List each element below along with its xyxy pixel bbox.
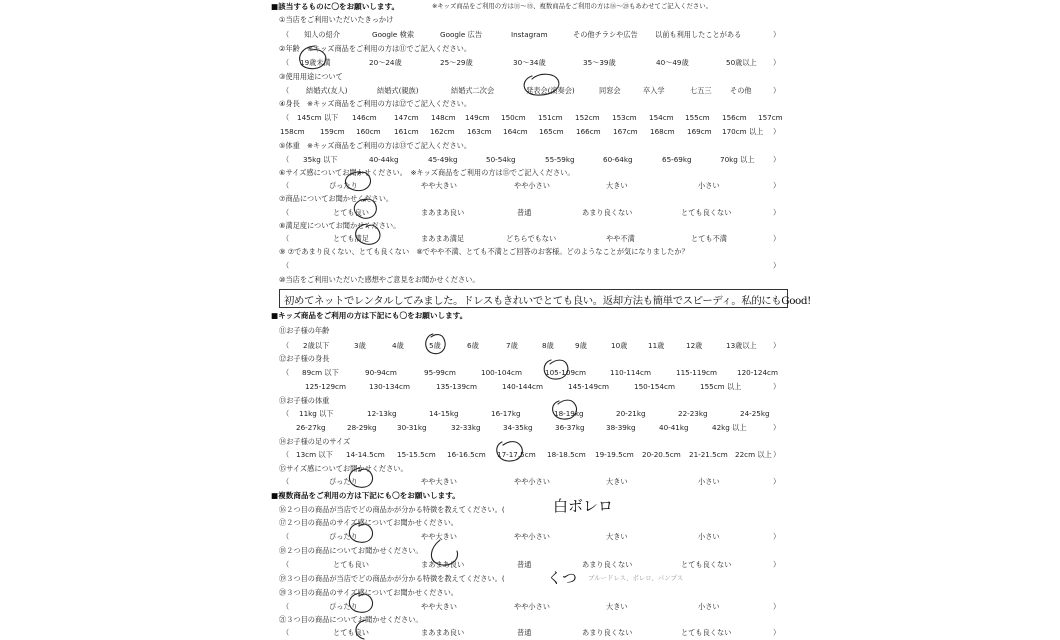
q12-option[interactable]: 130-134cm [369, 382, 410, 391]
bracket-close: ） [773, 532, 781, 541]
q20-option[interactable]: やや大きい [421, 602, 457, 611]
q21-option[interactable]: とても良い [333, 628, 369, 637]
q4-option[interactable]: 155cm [685, 113, 710, 122]
q14-option[interactable]: 20-20.5cm [642, 450, 681, 459]
q7-option[interactable]: とても良い [333, 208, 369, 217]
q13-option[interactable]: 20-21kg [616, 409, 646, 418]
q1-label: ①当店をご利用いただいたきっかけ [279, 15, 394, 24]
q12-label: ⑫お子様の身長 [279, 354, 330, 363]
bracket-close: ） [773, 30, 781, 39]
q2-option[interactable]: 30～34歳 [513, 58, 546, 67]
q12-option[interactable]: 140-144cm [502, 382, 543, 391]
q2-option[interactable]: 50歳以上 [726, 58, 757, 67]
q14-option[interactable]: 21-21.5cm [689, 450, 728, 459]
q11-option[interactable]: 4歳 [392, 341, 404, 350]
bracket-close: ） [773, 127, 781, 136]
q12-option[interactable]: 125-129cm [305, 382, 346, 391]
bracket-open: （ [282, 341, 290, 350]
q5-option[interactable]: 50-54kg [486, 155, 516, 164]
q13-option[interactable]: 36-37kg [555, 423, 585, 432]
q13-option[interactable]: 34-35kg [503, 423, 533, 432]
q12-option[interactable]: 95-99cm [424, 368, 456, 377]
q4-option[interactable]: 164cm [503, 127, 528, 136]
q4-option[interactable]: 167cm [613, 127, 638, 136]
q18-option[interactable]: まあまあ良い [421, 560, 465, 569]
q4-option[interactable]: 157cm [758, 113, 783, 122]
q12-option[interactable]: 105-109cm [545, 368, 586, 377]
bracket-open: （ [282, 602, 290, 611]
q4-option[interactable]: 166cm [576, 127, 601, 136]
q17-label: ⑰２つ目の商品のサイズ感についてお聞かせください。 [279, 518, 458, 527]
bracket-open: （ [282, 181, 290, 190]
q21-label: ㉑３つ目の商品についてお聞かせください。 [279, 615, 423, 624]
q21-option[interactable]: あまり良くない [582, 628, 633, 637]
q11-option[interactable]: 11歳 [648, 341, 665, 350]
q14-option[interactable]: 13cm 以下 [296, 450, 333, 459]
bracket-close: ） [773, 208, 781, 217]
q3-label: ③使用用途について [279, 72, 343, 81]
q4-option[interactable]: 150cm [501, 113, 526, 122]
q4-option[interactable]: 162cm [430, 127, 455, 136]
q13-option[interactable]: 11kg 以下 [299, 409, 334, 418]
survey-sheet [270, 0, 811, 640]
q20-label: ⑳３つ目の商品のサイズ感についてお聞かせください。 [279, 588, 458, 597]
bracket-close: ） [773, 234, 781, 243]
bracket-open: （ [282, 628, 290, 637]
q4-option[interactable]: 168cm [650, 127, 675, 136]
q13-option[interactable]: 32-33kg [451, 423, 481, 432]
q13-option[interactable]: 12-13kg [367, 409, 397, 418]
q2-option[interactable]: 25～29歳 [440, 58, 473, 67]
bracket-close: ） [773, 450, 781, 459]
q3-option[interactable]: 結婚式(親族) [377, 86, 419, 95]
q12-option[interactable]: 135-139cm [436, 382, 477, 391]
q5-option[interactable]: 45-49kg [428, 155, 458, 164]
bracket-close: ） [773, 602, 781, 611]
q2-option[interactable]: 20～24歳 [369, 58, 402, 67]
bracket-open: （ [282, 113, 290, 122]
q1-option[interactable]: その他チラシや広告 [573, 30, 638, 39]
q20-option[interactable]: 小さい [698, 602, 720, 611]
q5-option[interactable]: 55-59kg [545, 155, 575, 164]
q4-option[interactable]: 159cm [320, 127, 345, 136]
q3-option[interactable]: 七五三 [690, 86, 712, 95]
q11-option[interactable]: 6歳 [467, 341, 479, 350]
comment-handwriting: 初めてネットでレンタルしてみました。ドレスもきれいでとても良い。返却方法も簡単でスピーディ。私的にもGood! [284, 295, 811, 307]
q20-option[interactable]: 大きい [606, 602, 628, 611]
q18-option[interactable]: あまり良くない [582, 560, 633, 569]
bracket-close: ） [773, 341, 781, 350]
q14-option[interactable]: 14-14.5cm [346, 450, 385, 459]
q16-handwriting: 白ボレロ [553, 497, 614, 515]
q15-option[interactable]: やや小さい [514, 477, 550, 486]
q21-option[interactable]: まあまあ良い [421, 628, 465, 637]
bracket-open: （ [282, 409, 290, 418]
q2-option[interactable]: 40～49歳 [656, 58, 689, 67]
q15-option[interactable]: 小さい [698, 477, 720, 486]
q12-option[interactable]: 115-119cm [676, 368, 717, 377]
q5-option[interactable]: 40-44kg [369, 155, 399, 164]
bracket-open: （ [282, 477, 290, 486]
q18-option[interactable]: とても良い [333, 560, 369, 569]
q14-option[interactable]: 18-18.5cm [547, 450, 586, 459]
q12-option[interactable]: 150-154cm [634, 382, 675, 391]
q8-option[interactable]: まあまあ満足 [421, 234, 465, 243]
q14-option[interactable]: 16-16.5cm [447, 450, 486, 459]
q4-option[interactable]: 160cm [356, 127, 381, 136]
bracket-close: ） [773, 423, 781, 432]
q15-option[interactable]: やや大きい [421, 477, 457, 486]
bracket-open: （ [282, 58, 290, 67]
q11-label: ⑪お子様の年齢 [279, 326, 330, 335]
q4-option[interactable]: 170cm 以上 [722, 127, 764, 136]
bracket-close: ） [773, 628, 781, 637]
q3-option[interactable]: 結婚式(友人) [306, 86, 348, 95]
bracket-close: ） [773, 560, 781, 569]
q3-option[interactable]: 結婚式二次会 [451, 86, 495, 95]
q13-option[interactable]: 14-15kg [429, 409, 459, 418]
q6-option[interactable]: ぴったり [329, 181, 358, 190]
bracket-close: ） [773, 181, 781, 190]
section-header-main: ■該当するものに〇をお願いします。 [271, 2, 400, 11]
q11-option[interactable]: 7歳 [506, 341, 518, 350]
q3-option[interactable]: 卒入学 [643, 86, 665, 95]
q13-option[interactable]: 28-29kg [347, 423, 377, 432]
bracket-close: ） [773, 477, 781, 486]
section-header-kids: ■キッズ商品をご利用の方は下記にも〇をお願いします。 [271, 311, 468, 320]
q1-option[interactable]: Instagram [511, 30, 548, 39]
bracket-open: （ [282, 30, 290, 39]
q12-option[interactable]: 100-104cm [481, 368, 522, 377]
q4-option[interactable]: 149cm [465, 113, 490, 122]
q17-option[interactable]: 小さい [698, 532, 720, 541]
q13-option[interactable]: 40-41kg [659, 423, 689, 432]
q11-option[interactable]: 10歳 [611, 341, 628, 350]
q6-option[interactable]: 大きい [606, 181, 628, 190]
q15-option[interactable]: ぴったり [329, 477, 358, 486]
q13-option[interactable]: 26-27kg [296, 423, 326, 432]
q4-option[interactable]: 147cm [394, 113, 419, 122]
q4-option[interactable]: 169cm [687, 127, 712, 136]
q12-option[interactable]: 155cm 以上 [700, 382, 742, 391]
q13-option[interactable]: 18-19kg [554, 409, 584, 418]
bracket-open: （ [282, 450, 290, 459]
q17-option[interactable]: やや小さい [514, 532, 550, 541]
q5-option[interactable]: 35kg 以下 [303, 155, 338, 164]
q15-label: ⑮サイズ感についてお聞かせください。 [279, 464, 408, 473]
q17-option[interactable]: ぴったり [329, 532, 358, 541]
q15-option[interactable]: 大きい [606, 477, 628, 486]
q4-label: ④身長 ※キッズ商品をご利用の方は⑫でご記入ください。 [279, 99, 472, 108]
q19-label: ⑲３つ目の商品が当店でどの商品かが分かる特徴を教えてください。( [279, 574, 505, 583]
q12-option[interactable]: 110-114cm [610, 368, 651, 377]
bracket-open: （ [282, 155, 290, 164]
q7-label: ⑦商品についてお聞かせください。 [279, 194, 394, 203]
q6-label: ⑥サイズ感についてお聞かせください。 ※キッズ商品をご利用の方は⑮でご記入ください。 [279, 168, 575, 177]
q4-option[interactable]: 156cm [722, 113, 747, 122]
q8-option[interactable]: とても不満 [691, 234, 727, 243]
q20-option[interactable]: ぴったり [329, 602, 358, 611]
bracket-close: ） [773, 261, 781, 270]
q12-option[interactable]: 145-149cm [568, 382, 609, 391]
q13-label: ⑬お子様の体重 [279, 396, 330, 405]
q13-option[interactable]: 42kg 以上 [712, 423, 747, 432]
q9-label: ⑨ ⑦であまり良くない、とても良くない ⑧でやや不満、とても不満とご回答のお客様。どのようなことが気になりましたか？ [279, 247, 689, 256]
q3-option[interactable]: その他 [730, 86, 752, 95]
q18-option[interactable]: とても良くない [681, 560, 732, 569]
q13-option[interactable]: 30-31kg [397, 423, 427, 432]
q11-option[interactable]: 2歳以下 [303, 341, 330, 350]
q4-option[interactable]: 151cm [538, 113, 563, 122]
q10-label: ⑩当店をご利用いただいた感想やご意見をお聞かせください。 [279, 275, 480, 284]
q13-option[interactable]: 24-25kg [740, 409, 770, 418]
bracket-open: （ [282, 532, 290, 541]
q19-hint: ブルードレス、ボレロ、パンプス [588, 574, 684, 582]
q16-label: ⑯２つ目の商品が当店でどの商品かが分かる特徴を教えてください。( [279, 505, 505, 514]
q12-option[interactable]: 89cm 以下 [302, 368, 339, 377]
bracket-open: （ [282, 86, 290, 95]
q8-option[interactable]: とても満足 [333, 234, 369, 243]
section-header-multi: ■複数商品をご利用の方は下記にも〇をお願いします。 [271, 491, 460, 500]
q14-option[interactable]: 17-17.5cm [497, 450, 536, 459]
q11-option[interactable]: 8歳 [542, 341, 554, 350]
q14-label: ⑭お子様の足のサイズ [279, 437, 351, 446]
q5-label: ⑤体重 ※キッズ商品をご利用の方は⑬でご記入ください。 [279, 141, 472, 150]
bracket-open: （ [282, 208, 290, 217]
header-note: ※キッズ商品をご利用の方は⑪～⑮、複数商品をご利用の方は⑯～⑳もあわせてご記入ください。 [432, 2, 713, 10]
q5-option[interactable]: 65-69kg [662, 155, 692, 164]
bracket-open: （ [282, 234, 290, 243]
q7-option[interactable]: とても良くない [681, 208, 732, 217]
q12-option[interactable]: 90-94cm [365, 368, 397, 377]
q3-option[interactable]: 同窓会 [599, 86, 621, 95]
q2-label: ②年齢 ※キッズ商品をご利用の方は⑪でご記入ください。 [279, 44, 472, 53]
q4-option[interactable]: 161cm [394, 127, 419, 136]
q21-option[interactable]: 普通 [517, 628, 532, 637]
q7-option[interactable]: あまり良くない [582, 208, 633, 217]
q4-option[interactable]: 158cm [280, 127, 305, 136]
q6-option[interactable]: 小さい [698, 181, 720, 190]
q11-option[interactable]: 3歳 [354, 341, 366, 350]
q14-option[interactable]: 19-19.5cm [595, 450, 634, 459]
bracket-open: （ [282, 261, 290, 270]
q14-option[interactable]: 15-15.5cm [397, 450, 436, 459]
q21-option[interactable]: とても良くない [681, 628, 732, 637]
q4-option[interactable]: 165cm [539, 127, 564, 136]
q18-label: ⑱２つ目の商品についてお聞かせください。 [279, 546, 423, 555]
bracket-open: （ [282, 560, 290, 569]
bracket-close: ） [773, 155, 781, 164]
q7-option[interactable]: まあまあ良い [421, 208, 465, 217]
bracket-close: ） [773, 58, 781, 67]
bracket-close: ） [773, 382, 781, 391]
q17-option[interactable]: やや大きい [421, 532, 457, 541]
q13-option[interactable]: 22-23kg [678, 409, 708, 418]
q2-option[interactable]: 19歳未満 [300, 58, 331, 67]
q19-handwriting: くつ [547, 569, 578, 587]
q4-option[interactable]: 146cm [352, 113, 377, 122]
q4-option[interactable]: 148cm [431, 113, 456, 122]
q7-option[interactable]: 普通 [517, 208, 532, 217]
bracket-open: （ [282, 368, 290, 377]
q12-option[interactable]: 120-124cm [737, 368, 778, 377]
q18-option[interactable]: 普通 [517, 560, 532, 569]
q2-option[interactable]: 35～39歳 [583, 58, 616, 67]
q1-option[interactable]: 以前も利用したことがある [655, 30, 742, 39]
q13-option[interactable]: 38-39kg [606, 423, 636, 432]
q11-option[interactable]: 9歳 [575, 341, 587, 350]
q11-option[interactable]: 13歳以上 [726, 341, 757, 350]
q4-option[interactable]: 163cm [467, 127, 492, 136]
pen-marks [270, 0, 790, 640]
q11-option[interactable]: 12歳 [686, 341, 703, 350]
q1-option[interactable]: Google 広告 [440, 30, 483, 39]
q1-option[interactable]: Google 検索 [372, 30, 415, 39]
q3-option[interactable]: 発表会(演奏会) [526, 86, 575, 95]
q4-option[interactable]: 154cm [649, 113, 674, 122]
q13-option[interactable]: 16-17kg [491, 409, 521, 418]
q6-option[interactable]: やや大きい [421, 181, 457, 190]
bracket-close: ） [773, 86, 781, 95]
q14-option[interactable]: 22cm 以上 [735, 450, 772, 459]
q8-label: ⑧満足度についてお聞かせください。 [279, 221, 401, 230]
q5-option[interactable]: 60-64kg [603, 155, 633, 164]
q6-option[interactable]: やや小さい [514, 181, 550, 190]
q11-option[interactable]: 5歳 [429, 341, 441, 350]
q5-option[interactable]: 70kg 以上 [720, 155, 755, 164]
q1-option[interactable]: 知人の紹介 [304, 30, 340, 39]
q4-option[interactable]: 153cm [612, 113, 637, 122]
q20-option[interactable]: やや小さい [514, 602, 550, 611]
q8-option[interactable]: やや不満 [606, 234, 635, 243]
q17-option[interactable]: 大きい [606, 532, 628, 541]
q8-option[interactable]: どちらでもない [506, 234, 557, 243]
q4-option[interactable]: 145cm 以下 [297, 113, 339, 122]
q4-option[interactable]: 152cm [575, 113, 600, 122]
